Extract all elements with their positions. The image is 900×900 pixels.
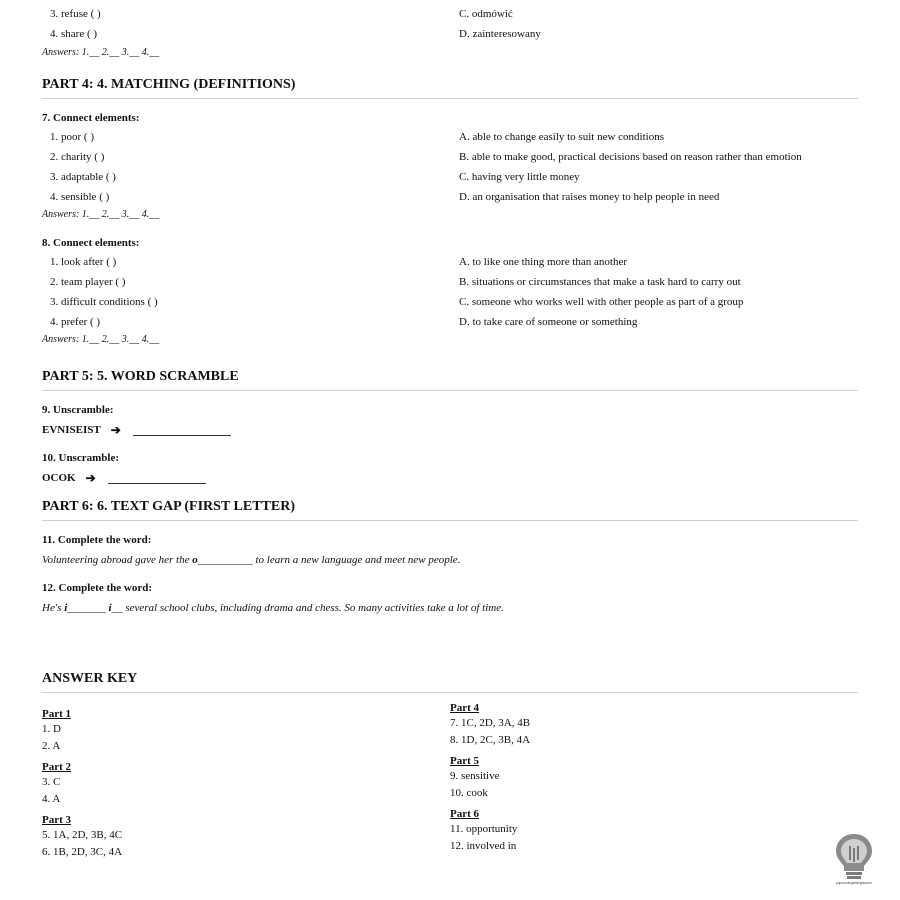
arrow-icon: ➔ [110, 423, 121, 437]
gap-sentence [42, 601, 858, 615]
match-row [42, 4, 858, 24]
key-line: 2. A [42, 740, 61, 752]
answers-line: Answers: 1.__ 2.__ 3.__ 4.__ [42, 47, 160, 58]
word-gap[interactable]: __________ [197, 554, 253, 566]
key-line: 6. 1B, 2D, 3C, 4A [42, 846, 123, 858]
section-title: PART 4: 4. MATCHING (DEFINITIONS) [42, 76, 858, 99]
match-right: D. to take care of someone or something [459, 316, 638, 328]
arrow-icon: ➔ [85, 471, 96, 485]
key-line: 7. 1C, 2D, 3A, 4B [450, 717, 531, 729]
key-line: 3. C [42, 776, 61, 788]
part4-section [42, 76, 858, 347]
question-label: 10. Unscramble: [42, 452, 119, 464]
answer-blank[interactable] [133, 425, 231, 436]
match-row [42, 272, 858, 292]
question-label: 9. Unscramble: [42, 404, 114, 416]
section-title: PART 6: 6. TEXT GAP (FIRST LETTER) [42, 498, 858, 521]
match-left: 4. share ( ) [50, 28, 98, 40]
match-right: D. an organisation that raises money to help people in need [459, 191, 720, 203]
key-heading: Part 4 [450, 702, 480, 714]
key-line: 4. A [42, 793, 61, 805]
scramble-row [42, 471, 858, 485]
match-row [42, 167, 858, 187]
part6-section [42, 498, 858, 615]
match-row [42, 312, 858, 332]
sentence-text: several school clubs, including drama and chess. So many activities take a lot of time. [122, 602, 504, 614]
key-heading: Part 1 [42, 708, 72, 720]
key-group [450, 807, 858, 855]
match-left: 3. difficult conditions ( ) [50, 296, 158, 308]
key-group [450, 701, 858, 749]
section-title: ANSWER KEY [42, 670, 858, 693]
match-left: 4. sensible ( ) [50, 191, 110, 203]
match-left: 1. poor ( ) [50, 131, 94, 143]
match-left: 3. refuse ( ) [50, 8, 101, 20]
question-label: 7. Connect elements: [42, 112, 140, 124]
match-right: A. able to change easily to suit new conditions [459, 131, 664, 143]
match-row [42, 292, 858, 312]
match-right: B. able to make good, practical decisions based on reason rather than emotion [459, 151, 802, 163]
part5-section [42, 368, 858, 485]
key-line: 1. D [42, 723, 61, 735]
scramble-row [42, 423, 858, 437]
word-gap[interactable]: __ [111, 602, 123, 614]
key-heading: Part 6 [450, 808, 480, 820]
question-label: 11. Complete the word: [42, 534, 152, 546]
match-right: B. situations or circumstances that make a task hard to carry out [459, 276, 741, 288]
match-row [42, 187, 858, 207]
match-right: A. to like one thing more than another [459, 256, 628, 268]
key-line: 8. 1D, 2C, 3B, 4A [450, 734, 531, 746]
sentence-text: to learn a new language and meet new people. [252, 554, 461, 566]
answer-key-section [42, 670, 858, 861]
svg-text:popcornangielskigraczem: popcornangielskigraczem [835, 881, 873, 885]
answer-key-left-column [42, 693, 450, 861]
key-group [42, 813, 450, 861]
match-row [42, 252, 858, 272]
first-letter: o [192, 554, 198, 566]
answer-key-right-column [450, 693, 858, 861]
question-label: 12. Complete the word: [42, 582, 152, 594]
gap-sentence [42, 553, 858, 567]
match-left: 2. charity ( ) [50, 151, 105, 163]
match-right: D. zainteresowany [459, 28, 541, 40]
key-line: 11. opportunity [450, 823, 518, 835]
answers-line: Answers: 1.__ 2.__ 3.__ 4.__ [42, 209, 160, 220]
key-line: 9. sensitive [450, 770, 500, 782]
match-row [42, 127, 858, 147]
key-group [450, 754, 858, 802]
sentence-text: He's [42, 602, 65, 614]
key-heading: Part 2 [42, 761, 72, 773]
match-right: C. odmówić [459, 8, 513, 20]
key-group [42, 760, 450, 808]
match-right: C. having very little money [459, 171, 580, 183]
match-row [42, 24, 858, 44]
match-left: 1. look after ( ) [50, 256, 117, 268]
lightbulb-icon [826, 830, 882, 886]
match-row [42, 147, 858, 167]
answers-line: Answers: 1.__ 2.__ 3.__ 4.__ [42, 334, 160, 345]
key-line: 5. 1A, 2D, 3B, 4C [42, 829, 123, 841]
match-left: 4. prefer ( ) [50, 316, 101, 328]
key-line: 10. cook [450, 787, 488, 799]
question-label: 8. Connect elements: [42, 237, 140, 249]
first-letter: i [64, 602, 68, 614]
first-letter: i [105, 602, 112, 614]
part3-tail [42, 4, 858, 60]
match-right: C. someone who works well with other people as part of a group [459, 296, 744, 308]
key-heading: Part 5 [450, 755, 480, 767]
section-title: PART 5: 5. WORD SCRAMBLE [42, 368, 858, 391]
key-group [42, 707, 450, 755]
word-gap[interactable]: _______ [67, 602, 106, 614]
answer-blank[interactable] [108, 473, 206, 484]
match-left: 3. adaptable ( ) [50, 171, 116, 183]
sentence-text: Volunteering abroad gave her the [42, 554, 193, 566]
match-left: 2. team player ( ) [50, 276, 126, 288]
scrambled-word: EVNISEIST [42, 424, 101, 436]
key-line: 12. involved in [450, 840, 517, 852]
key-heading: Part 3 [42, 814, 72, 826]
logo [826, 830, 882, 886]
scrambled-word: OCOK [42, 472, 76, 484]
